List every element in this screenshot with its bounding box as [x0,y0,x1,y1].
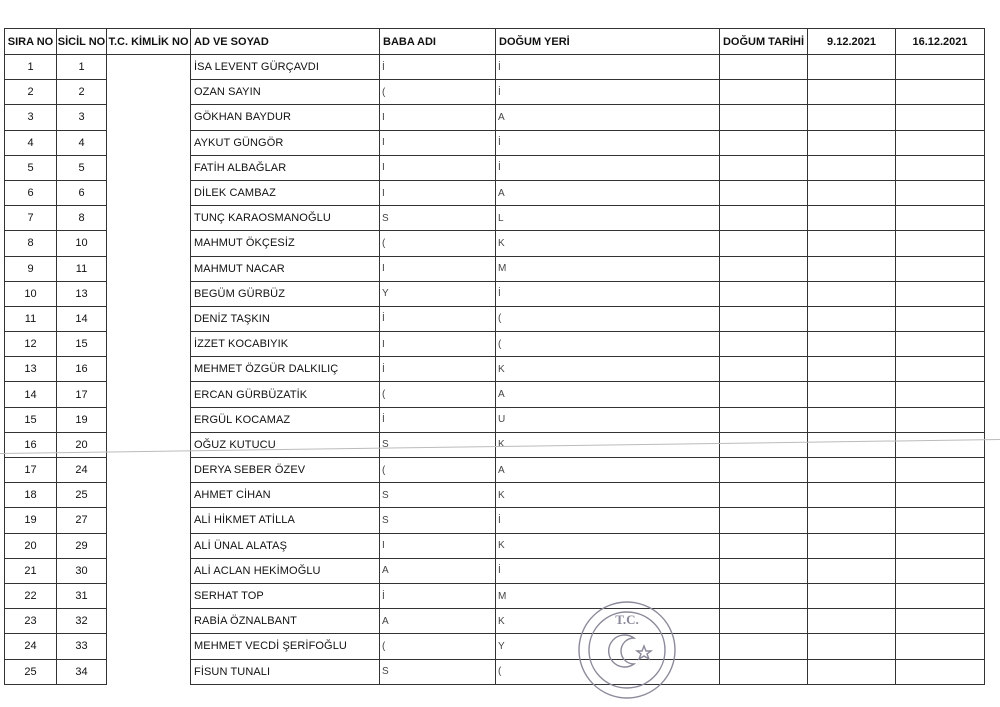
name-cell: MAHMUT NACAR [191,256,380,281]
sicil-no-cell: 1 [57,55,107,80]
dogum-yeri-cell: K [496,357,720,382]
table-row [5,558,985,583]
name-cell: DERYA SEBER ÖZEV [191,458,380,483]
sicil-no-cell: 5 [57,155,107,180]
name-cell: DENİZ TAŞKIN [191,306,380,331]
dogum-tarihi-cell [720,583,808,608]
dogum-tarihi-cell [720,206,808,231]
table-row [5,583,985,608]
dogum-yeri-cell: İ [496,155,720,180]
date-2-cell [896,609,985,634]
date-1-cell [808,306,896,331]
dogum-tarihi-cell [720,332,808,357]
dogum-tarihi-cell [720,80,808,105]
sicil-no-cell: 2 [57,80,107,105]
dogum-tarihi-cell [720,432,808,457]
date-1-cell [808,558,896,583]
table-row [5,256,985,281]
table-row [5,206,985,231]
date-1-cell [808,55,896,80]
dogum-tarihi-cell [720,483,808,508]
date-1-cell [808,231,896,256]
tc-kimlik-cell [107,357,191,382]
name-cell: MEHMET VECDİ ŞERİFOĞLU [191,634,380,659]
tc-kimlik-cell [107,508,191,533]
date-2-cell [896,306,985,331]
date-2-cell [896,105,985,130]
name-cell: FATİH ALBAĞLAR [191,155,380,180]
tc-kimlik-cell [107,432,191,457]
sira-no-cell: 3 [5,105,57,130]
baba-adi-cell: İ [380,583,496,608]
sicil-no-cell: 8 [57,206,107,231]
date-1-cell [808,332,896,357]
dogum-tarihi-cell [720,458,808,483]
date-1-cell [808,80,896,105]
dogum-yeri-cell: İ [496,508,720,533]
dogum-tarihi-cell [720,533,808,558]
date-2-cell [896,155,985,180]
baba-adi-cell: I [380,533,496,558]
tc-kimlik-cell [107,458,191,483]
date-1-cell [808,256,896,281]
baba-adi-cell: S [380,432,496,457]
date-1-cell [808,206,896,231]
sicil-no-cell: 25 [57,483,107,508]
tc-kimlik-cell [107,382,191,407]
dogum-tarihi-cell [720,281,808,306]
date-2-cell [896,659,985,684]
baba-adi-cell: S [380,659,496,684]
dogum-tarihi-cell [720,231,808,256]
name-cell: OZAN SAYIN [191,80,380,105]
baba-adi-cell: ( [380,382,496,407]
tc-kimlik-cell [107,105,191,130]
dogum-tarihi-cell [720,256,808,281]
name-cell: İSA LEVENT GÜRÇAVDI [191,55,380,80]
sicil-no-cell: 33 [57,634,107,659]
name-cell: ALİ ÜNAL ALATAŞ [191,533,380,558]
date-2-cell [896,332,985,357]
sira-no-cell: 17 [5,458,57,483]
sira-no-cell: 19 [5,508,57,533]
dogum-tarihi-cell [720,609,808,634]
tc-kimlik-cell [107,281,191,306]
table-row [5,80,985,105]
table-row [5,55,985,80]
name-cell: MAHMUT ÖKÇESİZ [191,231,380,256]
dogum-yeri-cell: L [496,206,720,231]
sira-no-cell: 15 [5,407,57,432]
date-2-cell [896,508,985,533]
sicil-no-cell: 15 [57,332,107,357]
baba-adi-cell: İ [380,55,496,80]
sicil-no-cell: 29 [57,533,107,558]
tc-kimlik-cell [107,659,191,684]
header-date-2: 16.12.2021 [896,29,985,55]
table-body [5,55,985,685]
baba-adi-cell: I [380,256,496,281]
date-2-cell [896,458,985,483]
sicil-no-cell: 32 [57,609,107,634]
baba-adi-cell: ( [380,634,496,659]
date-1-cell [808,458,896,483]
table-row [5,407,985,432]
name-cell: OĞUZ KUTUCU [191,432,380,457]
tc-kimlik-cell [107,583,191,608]
baba-adi-cell: I [380,155,496,180]
dogum-tarihi-cell [720,55,808,80]
official-seal [572,598,682,703]
table-row [5,659,985,684]
table-row [5,155,985,180]
date-2-cell [896,407,985,432]
tc-kimlik-cell [107,306,191,331]
date-1-cell [808,508,896,533]
date-1-cell [808,609,896,634]
dogum-tarihi-cell [720,407,808,432]
baba-adi-cell: ( [380,80,496,105]
table-header-row [5,29,985,55]
table-row [5,231,985,256]
sicil-no-cell: 10 [57,231,107,256]
dogum-yeri-cell: K [496,432,720,457]
dogum-yeri-cell: A [496,105,720,130]
tc-kimlik-cell [107,155,191,180]
dogum-yeri-cell: K [496,483,720,508]
dogum-yeri-cell: İ [496,558,720,583]
dogum-tarihi-cell [720,659,808,684]
table-row [5,130,985,155]
tc-kimlik-cell [107,80,191,105]
date-1-cell [808,105,896,130]
tc-kimlik-cell [107,407,191,432]
sicil-no-cell: 19 [57,407,107,432]
table-row [5,306,985,331]
dogum-yeri-cell: M [496,256,720,281]
date-2-cell [896,634,985,659]
sicil-no-cell: 20 [57,432,107,457]
dogum-yeri-cell: A [496,180,720,205]
date-2-cell [896,180,985,205]
date-1-cell [808,659,896,684]
tc-kimlik-cell [107,180,191,205]
tc-kimlik-cell [107,130,191,155]
header-sira-no: SIRA NO [5,29,57,55]
tc-kimlik-cell [107,533,191,558]
dogum-yeri-cell: U [496,407,720,432]
sira-no-cell: 13 [5,357,57,382]
baba-adi-cell: I [380,130,496,155]
name-cell: SERHAT TOP [191,583,380,608]
date-2-cell [896,432,985,457]
baba-adi-cell: I [380,105,496,130]
dogum-yeri-cell: Y [496,634,720,659]
table-row [5,432,985,457]
sira-no-cell: 1 [5,55,57,80]
sira-no-cell: 21 [5,558,57,583]
dogum-tarihi-cell [720,306,808,331]
table-row [5,180,985,205]
name-cell: FİSUN TUNALI [191,659,380,684]
dogum-yeri-cell: İ [496,55,720,80]
date-1-cell [808,407,896,432]
date-2-cell [896,281,985,306]
attendance-table [4,28,985,685]
dogum-yeri-cell: İ [496,281,720,306]
baba-adi-cell: S [380,508,496,533]
table-row [5,382,985,407]
tc-kimlik-cell [107,483,191,508]
header-ad-soyad: AD VE SOYAD [191,29,380,55]
sira-no-cell: 20 [5,533,57,558]
date-2-cell [896,558,985,583]
dogum-tarihi-cell [720,634,808,659]
sicil-no-cell: 30 [57,558,107,583]
dogum-yeri-cell: K [496,231,720,256]
date-2-cell [896,483,985,508]
dogum-yeri-cell: K [496,609,720,634]
table-row [5,458,985,483]
sira-no-cell: 8 [5,231,57,256]
date-2-cell [896,583,985,608]
dogum-yeri-cell: ( [496,306,720,331]
table-row [5,357,985,382]
sira-no-cell: 12 [5,332,57,357]
sicil-no-cell: 14 [57,306,107,331]
baba-adi-cell: A [380,609,496,634]
tc-kimlik-cell [107,231,191,256]
sira-no-cell: 24 [5,634,57,659]
baba-adi-cell: Y [380,281,496,306]
baba-adi-cell: İ [380,407,496,432]
name-cell: ALİ ACLAN HEKİMOĞLU [191,558,380,583]
date-2-cell [896,130,985,155]
date-1-cell [808,281,896,306]
dogum-yeri-cell: ( [496,332,720,357]
baba-adi-cell: İ [380,306,496,331]
name-cell: BEGÜM GÜRBÜZ [191,281,380,306]
tc-kimlik-cell [107,634,191,659]
date-1-cell [808,357,896,382]
date-1-cell [808,382,896,407]
header-dogum-tarihi: DOĞUM TARİHİ [720,29,808,55]
sicil-no-cell: 3 [57,105,107,130]
sira-no-cell: 7 [5,206,57,231]
name-cell: TUNÇ KARAOSMANOĞLU [191,206,380,231]
header-baba-adi: BABA ADI [380,29,496,55]
table-row [5,609,985,634]
dogum-tarihi-cell [720,155,808,180]
dogum-tarihi-cell [720,508,808,533]
baba-adi-cell: ( [380,458,496,483]
dogum-yeri-cell: M [496,583,720,608]
attendance-sheet [4,28,985,685]
table-row [5,533,985,558]
seal-text: T.C. [615,612,639,627]
sira-no-cell: 10 [5,281,57,306]
date-2-cell [896,80,985,105]
date-2-cell [896,231,985,256]
header-dogum-yeri: DOĞUM YERİ [496,29,720,55]
date-2-cell [896,55,985,80]
name-cell: GÖKHAN BAYDUR [191,105,380,130]
sicil-no-cell: 11 [57,256,107,281]
name-cell: MEHMET ÖZGÜR DALKILIÇ [191,357,380,382]
name-cell: ERCAN GÜRBÜZATİK [191,382,380,407]
baba-adi-cell: ( [380,231,496,256]
sicil-no-cell: 16 [57,357,107,382]
date-1-cell [808,155,896,180]
dogum-yeri-cell: İ [496,80,720,105]
sira-no-cell: 4 [5,130,57,155]
dogum-tarihi-cell [720,105,808,130]
name-cell: AYKUT GÜNGÖR [191,130,380,155]
dogum-tarihi-cell [720,382,808,407]
baba-adi-cell: A [380,558,496,583]
dogum-tarihi-cell [720,180,808,205]
tc-kimlik-cell [107,609,191,634]
baba-adi-cell: I [380,332,496,357]
date-2-cell [896,206,985,231]
date-2-cell [896,382,985,407]
header-date-1: 9.12.2021 [808,29,896,55]
date-2-cell [896,256,985,281]
date-1-cell [808,634,896,659]
name-cell: ALİ HİKMET ATİLLA [191,508,380,533]
baba-adi-cell: S [380,206,496,231]
dogum-tarihi-cell [720,357,808,382]
sicil-no-cell: 27 [57,508,107,533]
table-row [5,332,985,357]
sira-no-cell: 16 [5,432,57,457]
baba-adi-cell: S [380,483,496,508]
tc-kimlik-cell [107,206,191,231]
dogum-yeri-cell: ( [496,659,720,684]
date-2-cell [896,533,985,558]
sira-no-cell: 2 [5,80,57,105]
name-cell: İZZET KOCABIYIK [191,332,380,357]
table-row [5,634,985,659]
sicil-no-cell: 24 [57,458,107,483]
table-row [5,483,985,508]
dogum-yeri-cell: A [496,458,720,483]
dogum-tarihi-cell [720,558,808,583]
sira-no-cell: 11 [5,306,57,331]
table-row [5,281,985,306]
date-1-cell [808,130,896,155]
dogum-yeri-cell: K [496,533,720,558]
tc-kimlik-cell [107,332,191,357]
baba-adi-cell: İ [380,357,496,382]
tc-kimlik-cell [107,55,191,80]
sira-no-cell: 25 [5,659,57,684]
date-1-cell [808,483,896,508]
baba-adi-cell: I [380,180,496,205]
table-row [5,105,985,130]
sira-no-cell: 6 [5,180,57,205]
sira-no-cell: 9 [5,256,57,281]
date-2-cell [896,357,985,382]
dogum-tarihi-cell [720,130,808,155]
dogum-yeri-cell: A [496,382,720,407]
sicil-no-cell: 34 [57,659,107,684]
sicil-no-cell: 6 [57,180,107,205]
sira-no-cell: 18 [5,483,57,508]
tc-kimlik-cell [107,558,191,583]
sira-no-cell: 22 [5,583,57,608]
sicil-no-cell: 4 [57,130,107,155]
date-1-cell [808,180,896,205]
name-cell: AHMET CİHAN [191,483,380,508]
sira-no-cell: 14 [5,382,57,407]
dogum-yeri-cell: İ [496,130,720,155]
sicil-no-cell: 17 [57,382,107,407]
sicil-no-cell: 31 [57,583,107,608]
date-1-cell [808,432,896,457]
name-cell: RABİA ÖZNALBANT [191,609,380,634]
sira-no-cell: 5 [5,155,57,180]
sira-no-cell: 23 [5,609,57,634]
name-cell: DİLEK CAMBAZ [191,180,380,205]
date-1-cell [808,533,896,558]
header-sicil-no: SİCİL NO [57,29,107,55]
table-row [5,508,985,533]
header-tc-kimlik-no: T.C. KİMLİK NO [107,29,191,55]
tc-kimlik-cell [107,256,191,281]
date-1-cell [808,583,896,608]
sicil-no-cell: 13 [57,281,107,306]
name-cell: ERGÜL KOCAMAZ [191,407,380,432]
